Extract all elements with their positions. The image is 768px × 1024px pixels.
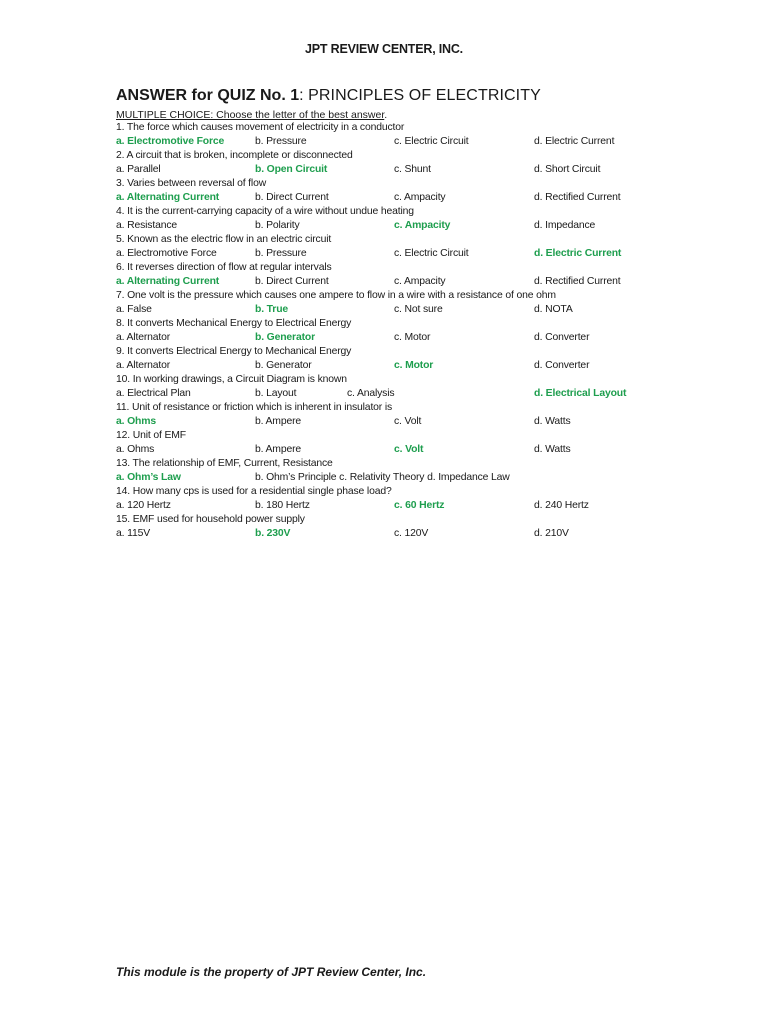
answer-options-row [116,247,676,261]
answer-options-row [116,163,676,177]
answer-option: a. Electrical Plan [116,388,191,399]
question-text: 9. It converts Electrical Energy to Mechanical Energy [116,346,352,357]
answer-option: a. Alternator [116,360,171,371]
instructions-text: MULTIPLE CHOICE: Choose the letter of the best answer [116,109,385,121]
answer-option: b. Ampere [255,444,302,455]
answer-option: d. NOTA [534,304,573,315]
answer-options-inline [255,471,510,485]
answer-option: d. Electrical Layout [534,388,627,399]
answer-option: d. Rectified Current [534,276,621,287]
answer-option: d. Watts [534,444,571,455]
question-text: 11. Unit of resistance or friction which is inherent in insulator is [116,402,393,413]
answer-option: a. Alternating Current [116,276,220,287]
answer-option: d. Electric Current [534,136,615,147]
answer-option: d. Rectified Current [534,192,621,203]
quiz-title [116,87,541,105]
answer-option: b. Generator [255,360,312,371]
answer-option: a. Ohms [116,444,155,455]
answer-options-row [116,359,676,373]
answer-option: d. Electric Current [534,248,622,259]
answer-options-row [116,387,676,401]
question-list [116,121,676,541]
question-text: 1. The force which causes movement of electricity in a conductor [116,122,405,133]
question-text: 3. Varies between reversal of flow [116,178,267,189]
answer-option: b. Direct Current [255,276,329,287]
answer-option: b. Ohm’s Principle [255,472,337,483]
answer-option: a. 115V [116,528,150,539]
answer-option: b. Direct Current [255,192,329,203]
question-text: 5. Known as the electric flow in an electric circuit [116,234,332,245]
answer-option: c. Relativity Theory [339,472,425,483]
answer-option: a. Electromotive Force [116,248,217,259]
answer-option: c. Motor [394,360,434,371]
answer-options-row [116,443,676,457]
answer-option: d. Converter [534,360,590,371]
answer-option: c. Electric Circuit [394,248,469,259]
answer-options-row [116,303,676,317]
question-text: 10. In working drawings, a Circuit Diagram is known [116,374,347,385]
answer-option: c. 120V [394,528,429,539]
answer-option: a. Ohm’s Law [116,472,181,483]
page-footer: This module is the property of JPT Review Center, Inc. [116,965,427,979]
answer-option: c. 60 Hertz [394,500,445,511]
answer-options-row [116,527,676,541]
answer-option: c. Ampacity [394,220,451,231]
question-text: 2. A circuit that is broken, incomplete or disconnected [116,150,353,161]
answer-options-row [116,499,676,513]
answer-options-row [116,219,676,233]
question-text: 12. Unit of EMF [116,430,186,441]
question-text: 15. EMF used for household power supply [116,514,305,525]
answer-option: d. 240 Hertz [534,500,589,511]
answer-option: b. 230V [255,528,291,539]
question-text: 6. It reverses direction of flow at regular intervals [116,262,332,273]
answer-options-row [116,275,676,289]
answer-option: c. Volt [394,416,422,427]
question-text: 8. It converts Mechanical Energy to Electrical Energy [116,318,352,329]
quiz-subject: PRINCIPLES OF ELECTRICITY [308,87,541,104]
answer-option: c. Electric Circuit [394,136,469,147]
answer-option: c. Analysis [347,388,395,399]
answer-option: a. Electromotive Force [116,136,225,147]
answer-option: d. Impedance [534,220,596,231]
answer-option: c. Volt [394,444,424,455]
answer-options-row [116,191,676,205]
answer-option: d. Impedance Law [427,472,510,483]
question-text: 13. The relationship of EMF, Current, Resistance [116,458,333,469]
answer-option: d. 210V [534,528,569,539]
question-text: 7. One volt is the pressure which causes one ampere to flow in a wire with a resistance of one ohm [116,290,556,301]
answer-option: b. Open Circuit [255,164,328,175]
instructions [116,109,387,121]
answer-option: a. Alternating Current [116,192,220,203]
answer-option: c. Not sure [394,304,443,315]
answer-option: b. Ampere [255,416,302,427]
answer-option: a. False [116,304,152,315]
answer-option: a. Parallel [116,164,161,175]
answer-option: a. Resistance [116,220,178,231]
answer-option: d. Converter [534,332,590,343]
answer-option: d. Watts [534,416,571,427]
answer-option: b. Layout [255,388,297,399]
answer-option: d. Short Circuit [534,164,601,175]
quiz-title-separator: : [299,87,304,104]
question-text: 4. It is the current-carrying capacity of a wire without undue heating [116,206,414,217]
question-text: 14. How many cps is used for a residential single phase load? [116,486,392,497]
answer-options-row [116,331,676,345]
answer-option: c. Shunt [394,164,431,175]
answer-options-row [116,471,676,485]
answer-option: b. Pressure [255,248,307,259]
answer-option: b. 180 Hertz [255,500,310,511]
answer-option: b. True [255,304,289,315]
answer-option: a. Ohms [116,416,156,427]
answer-option: b. Generator [255,332,315,343]
page-header: JPT REVIEW CENTER, INC. [305,42,463,56]
answer-option: b. Polarity [255,220,300,231]
answer-options-row [116,415,676,429]
answer-option: a. Alternator [116,332,171,343]
instructions-period: . [384,109,388,121]
answer-option: c. Ampacity [394,192,446,203]
answer-option: c. Ampacity [394,276,446,287]
quiz-title-label: ANSWER for QUIZ No. 1 [116,87,300,104]
answer-option: b. Pressure [255,136,307,147]
answer-option: c. Motor [394,332,431,343]
answer-options-row [116,135,676,149]
answer-option: a. 120 Hertz [116,500,171,511]
